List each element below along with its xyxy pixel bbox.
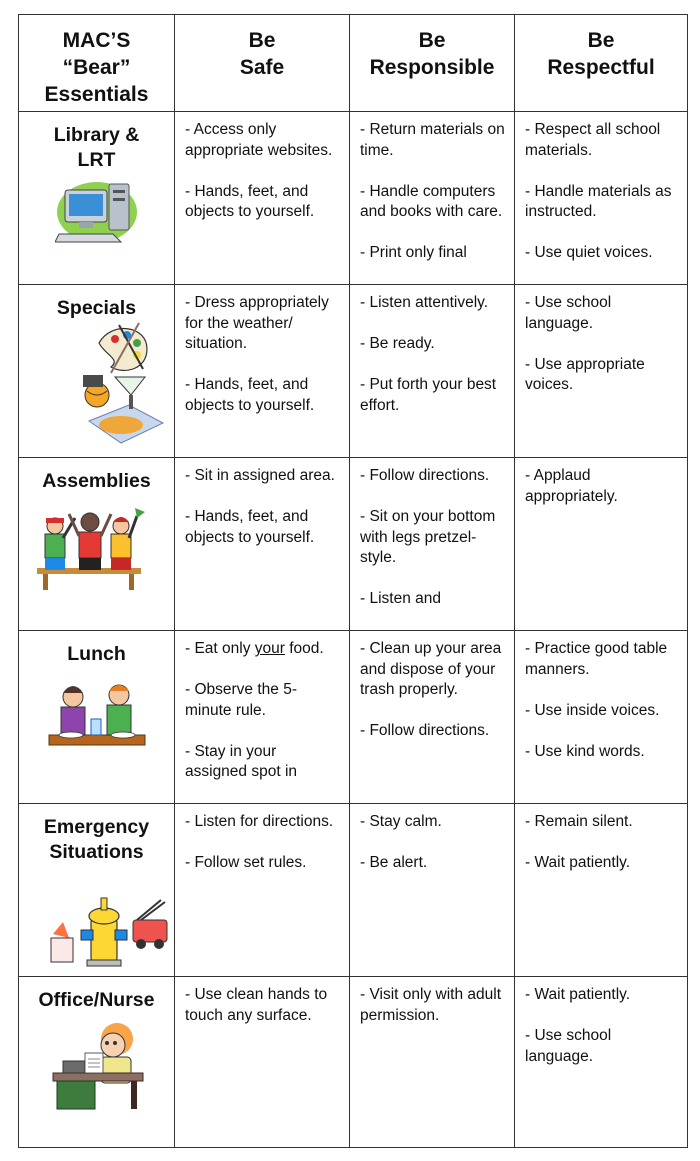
rule-text: - Listen for directions.: [185, 813, 334, 830]
cell-safe: [175, 804, 350, 977]
rule-text: - Practice good table manners.: [525, 640, 668, 678]
row-title-line: Situations: [49, 841, 144, 863]
cell-respectful: [515, 804, 688, 977]
matrix-title-line: Essentials: [44, 83, 149, 106]
rule-text: - Follow directions.: [360, 722, 490, 739]
table-row: [19, 631, 688, 804]
row-title-line: Emergency: [43, 816, 150, 838]
cell-safe: [175, 112, 350, 285]
row-header-specials: [19, 285, 175, 458]
cell-responsible: [350, 458, 515, 631]
cell-respectful: [515, 112, 688, 285]
table-row: [19, 285, 688, 458]
column-header-line: Be: [418, 29, 446, 52]
rule-text: - Follow directions.: [360, 467, 490, 484]
rule-text: - Sit on your bottom with legs pretzel-style.: [360, 508, 496, 566]
rule-text: - Use quiet voices.: [525, 244, 653, 261]
header-row: [19, 15, 688, 112]
rule-text: - Applaud appropriately.: [525, 467, 618, 505]
rule-text: - Be alert.: [360, 854, 428, 871]
row-title-line: LRT: [77, 149, 116, 171]
row-title-line: Library &: [53, 124, 140, 146]
rule-text: - Listen and: [360, 590, 441, 607]
row-title-line: Lunch: [67, 643, 126, 665]
rule-text: - Observe the 5-minute rule.: [185, 681, 297, 719]
office-worker-icon: [49, 1015, 153, 1111]
row-header-office-nurse: [19, 977, 175, 1148]
cell-respectful: [515, 977, 688, 1148]
row-title-line: Specials: [56, 297, 137, 319]
kids-eating-lunch-icon: [47, 679, 147, 759]
cell-safe: [175, 631, 350, 804]
column-header-line: Respectful: [547, 56, 655, 79]
rule-text: - Dress appropriately for the weather/ situation.: [185, 294, 329, 352]
rule-text: - Wait patiently.: [525, 986, 631, 1003]
column-header-line: Safe: [239, 56, 285, 79]
cell-responsible: [350, 285, 515, 458]
cell-responsible: [350, 804, 515, 977]
row-title-line: Office/Nurse: [38, 989, 155, 1011]
cell-safe: [175, 458, 350, 631]
rule-text: - Wait patiently.: [525, 854, 631, 871]
rule-text: - Hands, feet, and objects to yourself.: [185, 182, 315, 220]
rule-text-emphasis: your: [254, 640, 285, 657]
column-header-line: Be: [248, 29, 276, 52]
rule-text: - Listen attentively.: [360, 294, 489, 311]
table-row: [19, 804, 688, 977]
rule-text: - Use appropriate voices.: [525, 355, 645, 393]
table-row: [19, 458, 688, 631]
rule-text: - Use inside voices.: [525, 701, 660, 719]
column-header-safe: [175, 15, 350, 112]
rule-text: - Clean up your area and dispose of your trash properly.: [360, 640, 502, 698]
matrix-title-line: “Bear”: [62, 56, 131, 79]
row-header-lunch: [19, 631, 175, 804]
rule-text: - Hands, feet, and objects to yourself.: [185, 376, 315, 414]
cell-respectful: [515, 458, 688, 631]
behavior-matrix-table: [18, 14, 688, 1148]
rule-text: - Remain silent.: [525, 813, 633, 830]
table-row: [19, 112, 688, 285]
rule-text: - Handle computers and books with care.: [360, 182, 503, 220]
rule-text: - Use clean hands to touch any surface.: [185, 986, 328, 1024]
rule-text: - Follow set rules.: [185, 854, 307, 871]
matrix-title-line: MAC’S: [62, 29, 131, 52]
rule-text: - Use kind words.: [525, 742, 645, 760]
row-header-assemblies: [19, 458, 175, 631]
cell-responsible: [350, 112, 515, 285]
rule-text: - Stay calm.: [360, 813, 442, 830]
column-header-line: Responsible: [369, 56, 495, 79]
column-header-line: Be: [587, 29, 615, 52]
art-music-sports-icon: [81, 321, 165, 447]
rule-text: - Use school language.: [525, 1027, 612, 1065]
fire-hydrant-truck-icon: [49, 892, 171, 972]
rule-text-part: - Eat only: [185, 640, 255, 657]
rule-text: - Hands, feet, and objects to yourself.: [185, 508, 315, 546]
cell-safe: [175, 285, 350, 458]
row-title-line: Assemblies: [42, 470, 151, 492]
cell-respectful: [515, 631, 688, 804]
rule-text: [185, 639, 341, 660]
matrix-title-cell: [19, 15, 175, 112]
cell-responsible: [350, 631, 515, 804]
row-header-library: [19, 112, 175, 285]
rule-text: - Stay in your assigned spot in: [185, 742, 298, 780]
rule-text: - Use school language.: [525, 294, 612, 332]
column-header-responsible: [350, 15, 515, 112]
rule-text: - Sit in assigned area.: [185, 467, 335, 484]
table-row: [19, 977, 688, 1148]
rule-text: - Handle materials as instructed.: [525, 182, 672, 220]
cell-safe: [175, 977, 350, 1148]
rule-text: - Return materials on time.: [360, 121, 505, 159]
rule-text: - Respect all school materials.: [525, 121, 661, 159]
rule-text-part: food.: [284, 640, 324, 657]
rule-text: - Be ready.: [360, 335, 435, 352]
computer-icon: [55, 176, 141, 248]
rule-text: - Access only appropriate websites.: [185, 121, 333, 159]
rule-text: - Visit only with adult permission.: [360, 986, 501, 1024]
rule-text: - Print only final: [360, 244, 467, 261]
cell-respectful: [515, 285, 688, 458]
column-header-respectful: [515, 15, 688, 112]
row-header-emergency: [19, 804, 175, 977]
cheering-kids-icon: [35, 502, 145, 594]
cell-responsible: [350, 977, 515, 1148]
rule-text: - Put forth your best effort.: [360, 376, 497, 414]
